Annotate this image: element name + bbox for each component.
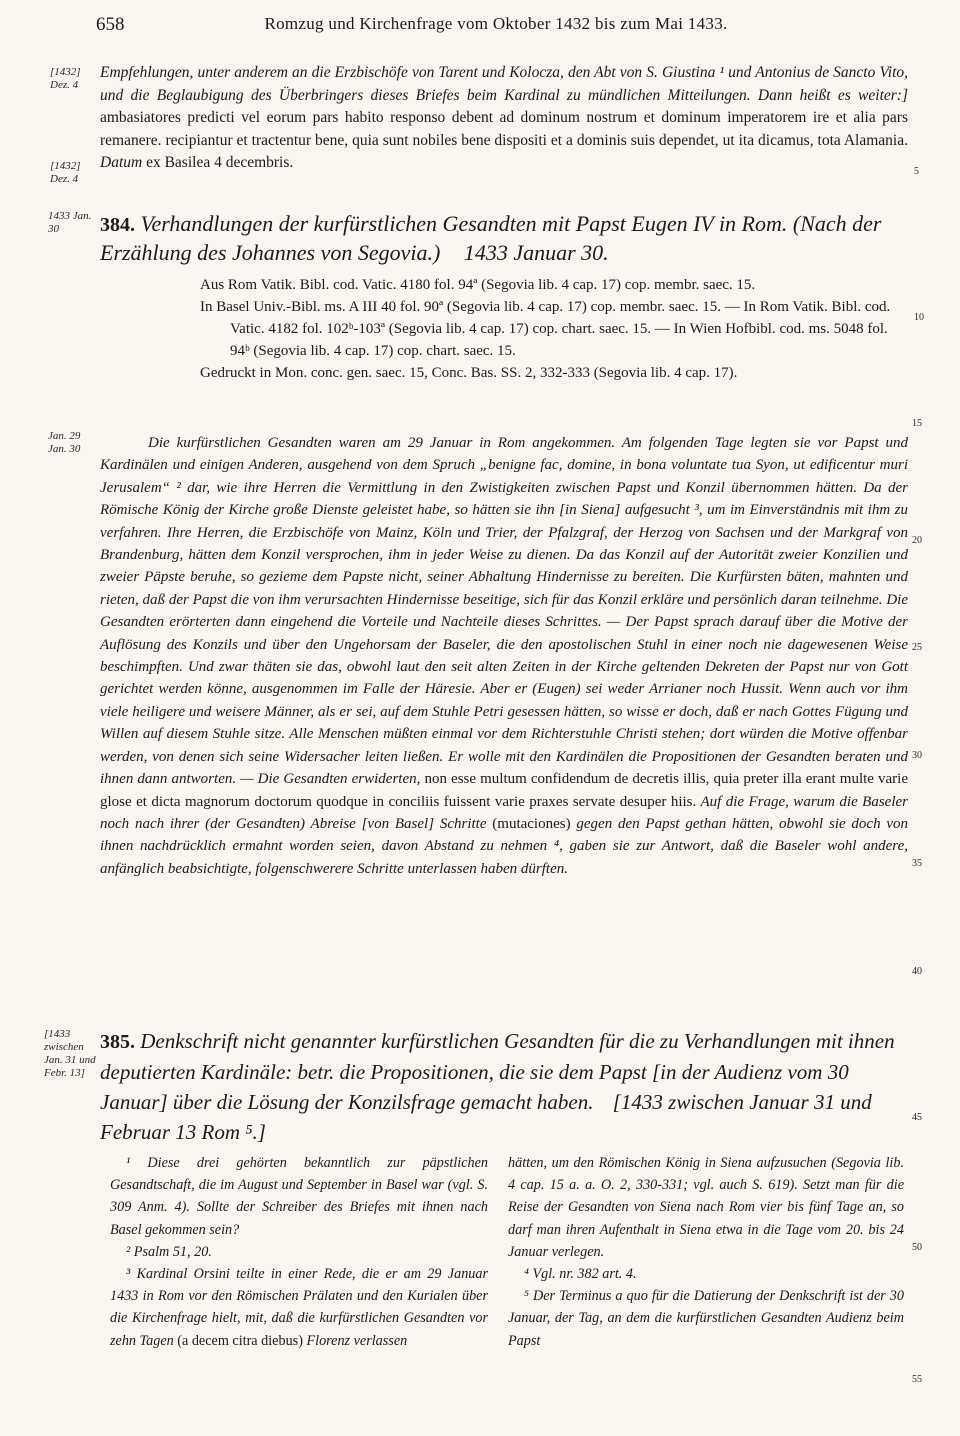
sources-384 (200, 274, 908, 384)
footnotes-left (110, 1152, 488, 1352)
line-number: 5 (914, 166, 919, 177)
footnote-3-continued: hätten, um den Römischen König in Siena aufzusuchen (Segovia lib. 4 cap. 15 a. a. O. 2, 330-331; vgl. auch S. 619). Setzt man für die Reise der Gesandten von Siena nach Rom vier bis fünf Tage an, so darf man ihren Aufenthalt in Siena etwa in die Tage vom 20. bis 24 Januar verlegen. (508, 1155, 904, 1260)
top-italic-text: Empfehlungen, unter anderem an die Erzbischöfe von Tarent und Kolocza, den Abt von S. Giustina ¹ und Antonius de Sancto Vito, und die Beglaubigung des Überbringers dieses Briefes beim Kardinal zu mündlichen Mitteilungen. Dann heißt es weiter:] (100, 64, 908, 104)
body-384 (100, 432, 908, 880)
body-384-latin: non esse multum confidendum de decretis illis, quia preter illa erant multe varie glose et dicta magnorum doctorum quodque in conciliis fuissent varie praxes servate desuper hiis. (100, 771, 909, 810)
page-number: 658 (96, 14, 125, 35)
footnotes-right (508, 1152, 904, 1352)
datum-label: Datum (100, 154, 143, 171)
line-number: 35 (912, 858, 922, 869)
margin-date-top: [1432] Dez. 4 (50, 66, 81, 91)
line-number: 25 (912, 642, 922, 653)
doc-number-385: 385. (100, 1031, 135, 1053)
source-line: In Basel Univ.-Bibl. ms. A III 40 fol. 90ª (Segovia lib. 4 cap. 17) cop. membr. saec. 15. — In Rom Vatik. Bibl. cod. Vatic. 4182 fol. 102ᵇ-103ª (Segovia lib. 4 cap. 17) cop. chart. saec. 15. — In Wien Hofbibl. cod. ms. 5048 fol. 94ᵇ (Segovia lib. 4 cap. 17) cop. chart. saec. 15. (200, 299, 891, 359)
line-number: 10 (914, 312, 924, 323)
footnote-3-end: Florenz verlassen (306, 1332, 408, 1349)
footnote-2: ² Psalm 51, 20. (126, 1243, 212, 1260)
body-384-part1: Die kurfürstlichen Gesandten waren am 29 Januar in Rom angekommen. Am folgenden Tage legten sie vor Papst und Kardinälen und einigen Anderen, ausgehend von dem Spruch „benigne fac, domine, in bona voluntate tua Syon, ut edificentur muri Jerusalem“ ² dar, wie ihre Herren die Vermittlung in den Zwistigkeiten zwischen Papst und Konzil übernommen hätten. Da der Römische König der Kirche große Dienste geleistet habe, so hätten sie ihn [in Siena] aufgesucht ³, um im Einverständnis mit ihm zu verfahren. Ihre Herren, die Erzbischöfe von Mainz, Köln und Trier, der Pfalzgraf, der Herzog von Sachsen und der Markgraf von Brandenburg, hätten dem Konzil versprochen, ihm in jeder Weise zu dienen. Da das Konzil auf der Autorität zweier Konzilien und zweier Päpste beruhe, so gezieme dem Papste nicht, seiner Abhaltung Hindernisse zu bereiten. Die Kurfürsten bäten, mahnten und rieten, daß der Papst die von ihm verursachten Hindernisse beseitige, sich für das Konzil erkläre und persönlich daran teilnehme. Die Gesandten erörterten dann eingehend die Vorteile und Nachteile dieses Schrittes. — Der Papst sprach darauf über die Motive der Auflösung des Konzils und über den Ungehorsam der Baseler, die den apostolischen Stuhl in einer noch nie dagewesenen Weise beschimpften. Und zwar thäten sie das, obwohl laut den seit alten Zeiten in der Kirche geltenden Dekreten der Papst nur von Gott gerichtet werden könne, ausgenommen im Falle der Häresie. Aber er (Eugen) sei weder Arrianer noch Hussit. Wenn auch vor ihm viele heiligere und weisere Männer, als er sei, auf dem Stuhle Petri gesessen hätten, so wisse er doch, daß er nach Gottes Fügung und Willen auf diesem Stuhle sitze. Alle Menschen müßten einmal vor dem Richterstuhle Christi stehen; dort würden die Motive offenbar werden, von denen sich seine Widersacher leiten ließen. Er wolle mit den Kardinälen die Propositionen der Gesandten beraten und ihnen dann antworten. — Die Gesandten erwiderten, (100, 435, 908, 788)
margin-date-datum: [1432] Dez. 4 (50, 160, 81, 185)
margin-date-body-384: Jan. 29 Jan. 30 (48, 430, 81, 455)
line-number: 15 (912, 418, 922, 429)
line-number: 40 (912, 966, 922, 977)
top-latin-text: ambasiatores predicti vel eorum pars habito responso debent ad dominum nostrum et dominum imperatorem ire et alia pars remanere. recipiantur et tractentur bene, quia sunt nobiles bene dispositi et a dominis suis dependet, ut ita dicamus, tota Alamania. (100, 109, 908, 149)
line-number: 50 (912, 1242, 922, 1253)
margin-date-385: [1433 zwischen Jan. 31 und Febr. 13] (44, 1028, 96, 1079)
heading-384 (100, 210, 910, 267)
running-title: Romzug und Kirchenfrage vom Oktober 1432 bis zum Mai 1433. (264, 14, 728, 33)
heading-385 (100, 1026, 908, 1147)
margin-date-384: 1433 Jan. 30 (48, 210, 92, 235)
date-385: [1433 zwischen Januar 31 und Februar 13 Rom ⁵.] (100, 1090, 872, 1144)
datum-rest: ex Basilea 4 decembris. (146, 154, 294, 171)
line-number: 20 (912, 535, 922, 546)
footnote-3-text: ³ Kardinal Orsini teilte in einer Rede, die er am 29 Januar 1433 in Rom vor den Römischen Prälaten und den Kurialen über die Kirchenfrage hielt, mit, daß die kurfürstlichen Gesandten vor zehn Tagen (110, 1266, 488, 1349)
footnote-4: ⁴ Vgl. nr. 382 art. 4. (524, 1266, 637, 1283)
footnote-3-latin: (a decem citra diebus) (177, 1332, 303, 1349)
body-384-part2: Auf die Frage, warum die Baseler noch nach ihrer (der Gesandten) Abreise [von Basel] Schritte (100, 793, 909, 832)
source-line: Aus Rom Vatik. Bibl. cod. Vatic. 4180 fol. 94ª (Segovia lib. 4 cap. 17) cop. membr. saec. 15. (200, 277, 756, 293)
title-384: Verhandlungen der kurfürstlichen Gesandten mit Papst Eugen IV in Rom. (Nach der Erzählung des Johannes von Segovia.) (100, 211, 882, 265)
title-385: Denkschrift nicht genannter kurfürstlichen Gesandten für die zu Verhandlungen mit ihnen deputierten Kardinäle: betr. die Propositionen, die sie dem Papst [in der Audienz vom 30 Januar] über die Lösung der Konzilsfrage gemacht haben. (100, 1029, 895, 1114)
source-line: Gedruckt in Mon. conc. gen. saec. 15, Conc. Bas. SS. 2, 332-333 (Segovia lib. 4 cap. 17). (200, 365, 738, 381)
footnote-1: ¹ Diese drei gehörten bekanntlich zur päpstlichen Gesandtschaft, die im August und September in Basel war (vgl. S. 309 Anm. 4). Sollte der Schreiber des Briefes mit ihnen nach Basel gekommen sein? (110, 1155, 488, 1238)
top-paragraph (100, 62, 908, 175)
running-header (96, 14, 896, 38)
date-384: 1433 Januar 30. (463, 240, 609, 265)
line-number: 45 (912, 1112, 922, 1123)
line-number: 30 (912, 750, 922, 761)
line-number: 55 (912, 1374, 922, 1385)
doc-number-384: 384. (100, 214, 135, 236)
footnote-3 (110, 1263, 488, 1352)
footnote-5: ⁵ Der Terminus a quo für die Datierung der Denkschrift ist der 30 Januar, der Tag, an dem die kurfürstlichen Gesandten Audienz beim Papst (508, 1288, 904, 1349)
body-384-part3: gegen den Papst gethan hätten, obwohl sie doch von ihnen nachdrücklich ermahnt worden seien, davon Abstand zu nehmen ⁴, gaben sie zur Antwort, daß die Baseler wohl andere, anfänglich beabsichtigte, folgenschwerere Schritte unterlassen haben dürften. (100, 815, 909, 877)
body-384-mutaciones: (mutaciones) (492, 815, 571, 832)
